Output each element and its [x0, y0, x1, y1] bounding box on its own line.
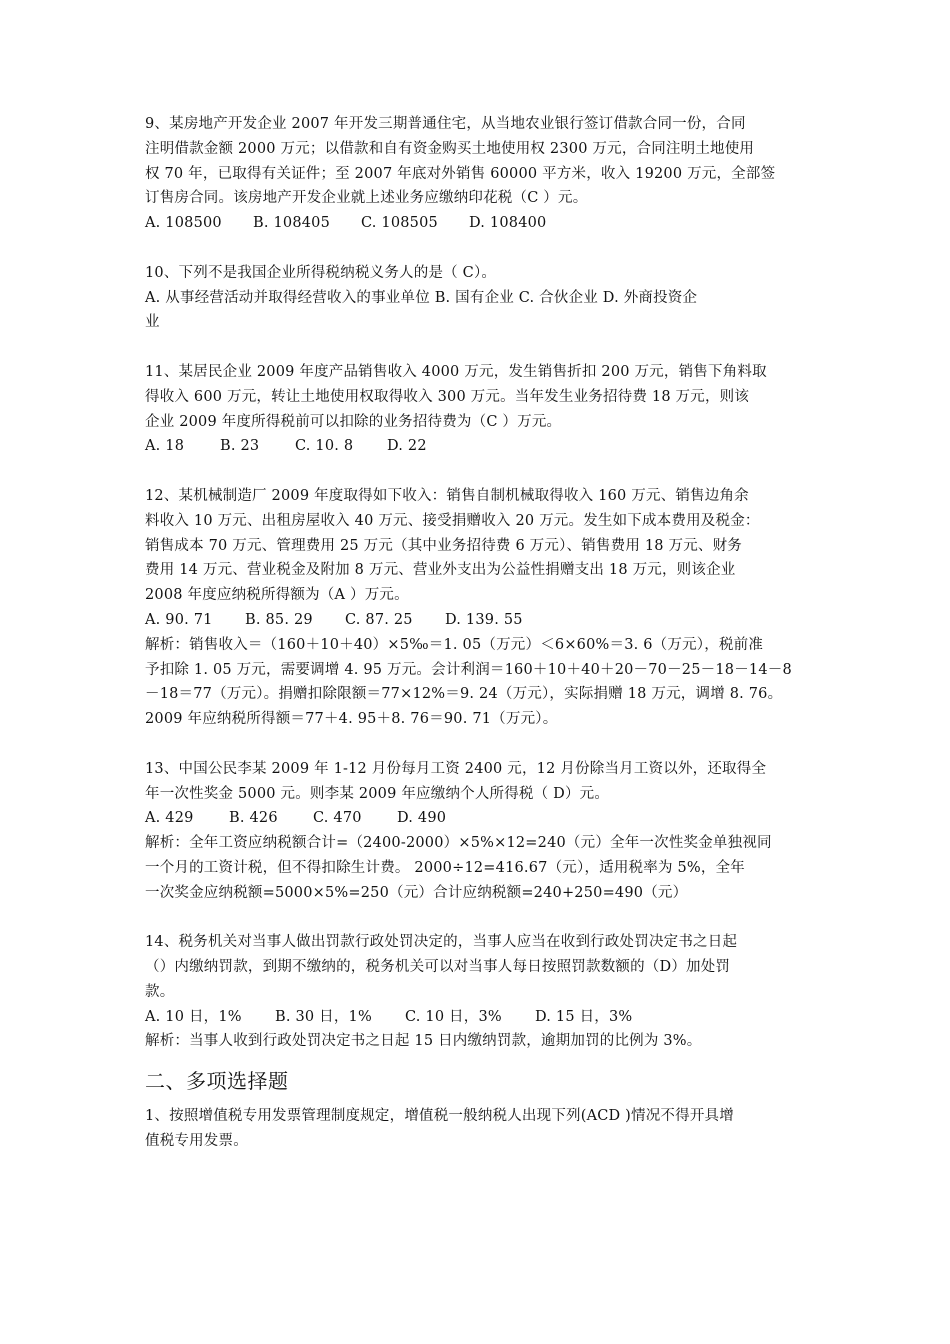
analysis-line: －18＝77（万元）。捐赠扣除限额＝77×12%＝9. 24（万元），实际捐赠 18 万元，调增 8. 76。 — [145, 686, 783, 703]
analysis-line: 予扣除 1. 05 万元，需要调增 4. 95 万元。会计利润＝160＋10＋40＋20－70－25－18－14－8 — [145, 661, 792, 678]
question-text-line: 权 70 年，已取得有关证件；至 2007 年底对外销售 60000 平方米，收入 19200 万元，全部签 — [145, 165, 776, 182]
spacer — [145, 335, 813, 360]
spacer — [145, 732, 813, 757]
question-text-line: 款。 — [145, 983, 175, 1000]
question-text-line: A. 从事经营活动并取得经营收入的事业单位 B. 国有企业 C. 合伙企业 D. 外商投资企 — [145, 289, 698, 306]
options-row — [145, 806, 813, 831]
question-text-line: 订售房合同。该房地产开发企业就上述业务应缴纳印花税（C ）元。 — [145, 190, 588, 207]
question-text-line: 13、中国公民李某 2009 年 1-12 月份每月工资 2400 元，12 月份除当月工资以外，还取得全 — [145, 760, 767, 777]
analysis-line: 解析：当事人收到行政处罚决定书之日起 15 日内缴纳罚款，逾期加罚的比例为 3%。 — [145, 1033, 702, 1050]
analysis-line: 一次奖金应纳税额=5000×5%=250（元）合计应纳税额=240+250=490（元） — [145, 884, 688, 901]
option-b: B. 108405 — [253, 215, 331, 232]
spacer — [145, 459, 813, 484]
option-c: C. 87. 25 — [345, 611, 413, 628]
question-text-line: 料收入 10 万元、出租房屋收入 40 万元、接受捐赠收入 20 万元。发生如下成本费用及税金： — [145, 512, 760, 529]
option-c: C. 470 — [313, 810, 362, 827]
question-text-line: （）内缴纳罚款，到期不缴纳的，税务机关可以对当事人每日按照罚款数额的（D）加处罚 — [145, 959, 731, 976]
option-b: B. 30 日，1% — [275, 1008, 372, 1025]
question-text-line: 14、税务机关对当事人做出罚款行政处罚决定的，当事人应当在收到行政处罚决定书之日起 — [145, 934, 738, 951]
option-c: C. 10 日，3% — [405, 1008, 502, 1025]
option-a: A. 90. 71 — [145, 611, 213, 628]
option-d: D. 15 日，3% — [535, 1008, 633, 1025]
question-text-line: 11、某居民企业 2009 年度产品销售收入 4000 万元，发生销售折扣 200 万元，销售下角料取 — [145, 363, 767, 380]
analysis-line: 解析：销售收入＝（160＋10＋40）×5‰＝1. 05（万元）＜6×60%＝3. 6（万元），税前准 — [145, 636, 764, 653]
analysis-line: 一个月的工资计税，但不得扣除生计费。 2000÷12=416.67（元），适用税率为 5%，全年 — [145, 859, 745, 876]
question-text-line: 业 — [145, 314, 160, 331]
option-d: D. 490 — [397, 810, 447, 827]
options-row — [145, 434, 813, 459]
document-page — [145, 112, 813, 1154]
question-text-line: 费用 14 万元、营业税金及附加 8 万元、营业外支出为公益性捐赠支出 18 万元，则该企业 — [145, 562, 736, 579]
option-a: A. 10 日，1% — [145, 1008, 242, 1025]
question-14 — [145, 930, 813, 1054]
question-text-line: 9、某房地产开发企业 2007 年开发三期普通住宅，从当地农业银行签订借款合同一份，合同 — [145, 116, 746, 132]
option-a: A. 18 — [145, 438, 185, 455]
option-b: B. 85. 29 — [245, 611, 313, 628]
question-text-line: 注明借款金额 2000 万元；以借款和自有资金购买土地使用权 2300 万元，合同注明土地使用 — [145, 140, 755, 157]
multi-choice-question-1 — [145, 1104, 813, 1154]
option-c: C. 10. 8 — [295, 438, 354, 455]
analysis-line: 2009 年应纳税所得额＝77＋4. 95＋8. 76＝90. 71（万元）。 — [145, 711, 558, 728]
option-a: A. 108500 — [145, 215, 222, 232]
analysis-line: 解析：全年工资应纳税额合计=（2400-2000）×5%×12=240（元）全年一次性奖金单独视同 — [145, 835, 772, 852]
question-text-line: 1、按照增值税专用发票管理制度规定，增值税一般纳税人出现下列(ACD )情况不得开具增 — [145, 1108, 734, 1125]
section-heading: 二、多项选择题 — [145, 1069, 289, 1094]
question-text-line: 得收入 600 万元，转让土地使用权取得收入 300 万元。当年发生业务招待费 18 万元，则该 — [145, 388, 750, 405]
option-a: A. 429 — [145, 810, 194, 827]
question-13 — [145, 757, 813, 906]
option-d: D. 22 — [387, 438, 427, 455]
option-d: D. 139. 55 — [445, 611, 523, 628]
question-text-line: 10、下列不是我国企业所得税纳税义务人的是（ C）。 — [145, 264, 497, 281]
question-text-line: 值税专用发票。 — [145, 1133, 248, 1150]
question-text-line: 2008 年度应纳税所得额为（A ）万元。 — [145, 587, 409, 604]
question-10 — [145, 261, 813, 335]
question-text-line: 12、某机械制造厂 2009 年度取得如下收入：销售自制机械取得收入 160 万元、销售边角余 — [145, 487, 749, 504]
spacer — [145, 236, 813, 261]
option-b: B. 23 — [220, 438, 260, 455]
question-9 — [145, 112, 813, 236]
option-b: B. 426 — [229, 810, 278, 827]
spacer — [145, 906, 813, 931]
option-c: C. 108505 — [361, 215, 438, 232]
option-d: D. 108400 — [469, 215, 547, 232]
question-text-line: 销售成本 70 万元、管理费用 25 万元（其中业务招待费 6 万元）、销售费用 18 万元、财务 — [145, 537, 742, 554]
question-text-line: 年一次性奖金 5000 元。则李某 2009 年应缴纳个人所得税（ D）元。 — [145, 785, 610, 802]
options-row — [145, 1005, 813, 1030]
question-12 — [145, 484, 813, 732]
options-row — [145, 608, 813, 633]
question-11 — [145, 360, 813, 459]
options-row — [145, 211, 813, 236]
question-text-line: 企业 2009 年度所得税前可以扣除的业务招待费为（C ）万元。 — [145, 413, 562, 430]
